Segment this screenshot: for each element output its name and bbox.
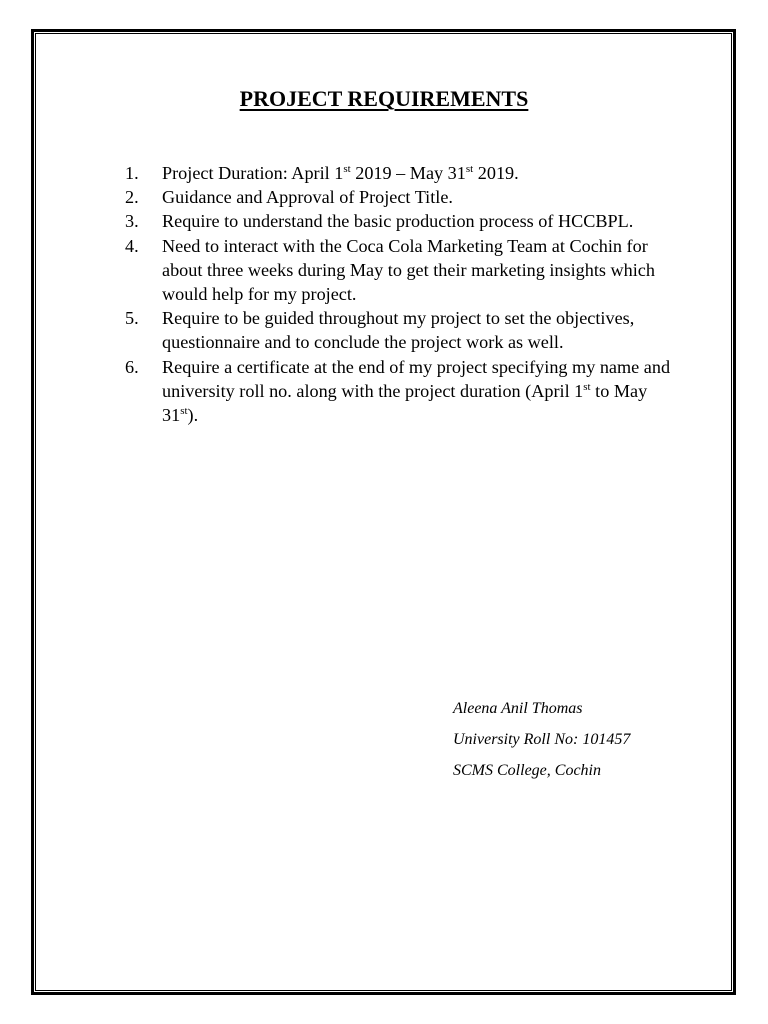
- text-run: Project Duration: April 1: [162, 163, 344, 183]
- requirement-number: 2.: [125, 187, 139, 208]
- text-run: ).: [187, 405, 199, 426]
- text-run: Require to be guided throughout my project to set the objectives, questionnaire and to conclude the project work as well.: [162, 308, 635, 353]
- requirement-text: [162, 236, 655, 304]
- requirement-number: 6.: [125, 356, 139, 377]
- requirement-number: 4.: [125, 235, 139, 256]
- requirement-item: [125, 306, 685, 354]
- text-run: to May 31: [162, 380, 648, 426]
- signature-college: SCMS College, Cochin: [453, 762, 601, 779]
- text-run: Require a certificate at the end of my project specifying my name and university roll no. along with the project duration (April 1: [162, 356, 671, 401]
- signature-roll-number: University Roll No: 101457: [453, 731, 631, 748]
- requirement-text: [162, 211, 633, 231]
- ordinal-suffix: st: [343, 163, 351, 175]
- text-run: Require to understand the basic production process of HCCBPL.: [162, 211, 634, 232]
- signature-name: Aleena Anil Thomas: [453, 700, 583, 717]
- requirement-text: [162, 308, 634, 352]
- requirement-number: 5.: [125, 308, 139, 329]
- requirement-item: [125, 209, 685, 233]
- requirement-text: [162, 163, 519, 183]
- requirement-item: [125, 161, 685, 185]
- ordinal-suffix: st: [180, 405, 188, 418]
- text-run: Guidance and Approval of Project Title.: [162, 187, 453, 208]
- requirement-item: [125, 234, 685, 307]
- requirement-text: [162, 187, 453, 207]
- requirement-number: 3.: [125, 211, 139, 232]
- requirement-item: [125, 355, 685, 428]
- requirement-item: [125, 185, 685, 209]
- signature-block: [453, 700, 630, 793]
- text-run: Need to interact with the Coca Cola Marketing Team at Cochin for about three weeks during May to get their marketing insights which would help for my project.: [162, 235, 655, 305]
- requirement-number: 1.: [125, 163, 139, 183]
- document-title: PROJECT REQUIREMENTS: [239, 86, 529, 111]
- ordinal-suffix: st: [583, 380, 591, 393]
- requirements-list: [125, 161, 685, 427]
- text-run: 2019 – May 31: [350, 163, 466, 183]
- ordinal-suffix: st: [465, 163, 474, 175]
- text-run: 2019.: [473, 163, 519, 183]
- requirement-text: [162, 357, 670, 425]
